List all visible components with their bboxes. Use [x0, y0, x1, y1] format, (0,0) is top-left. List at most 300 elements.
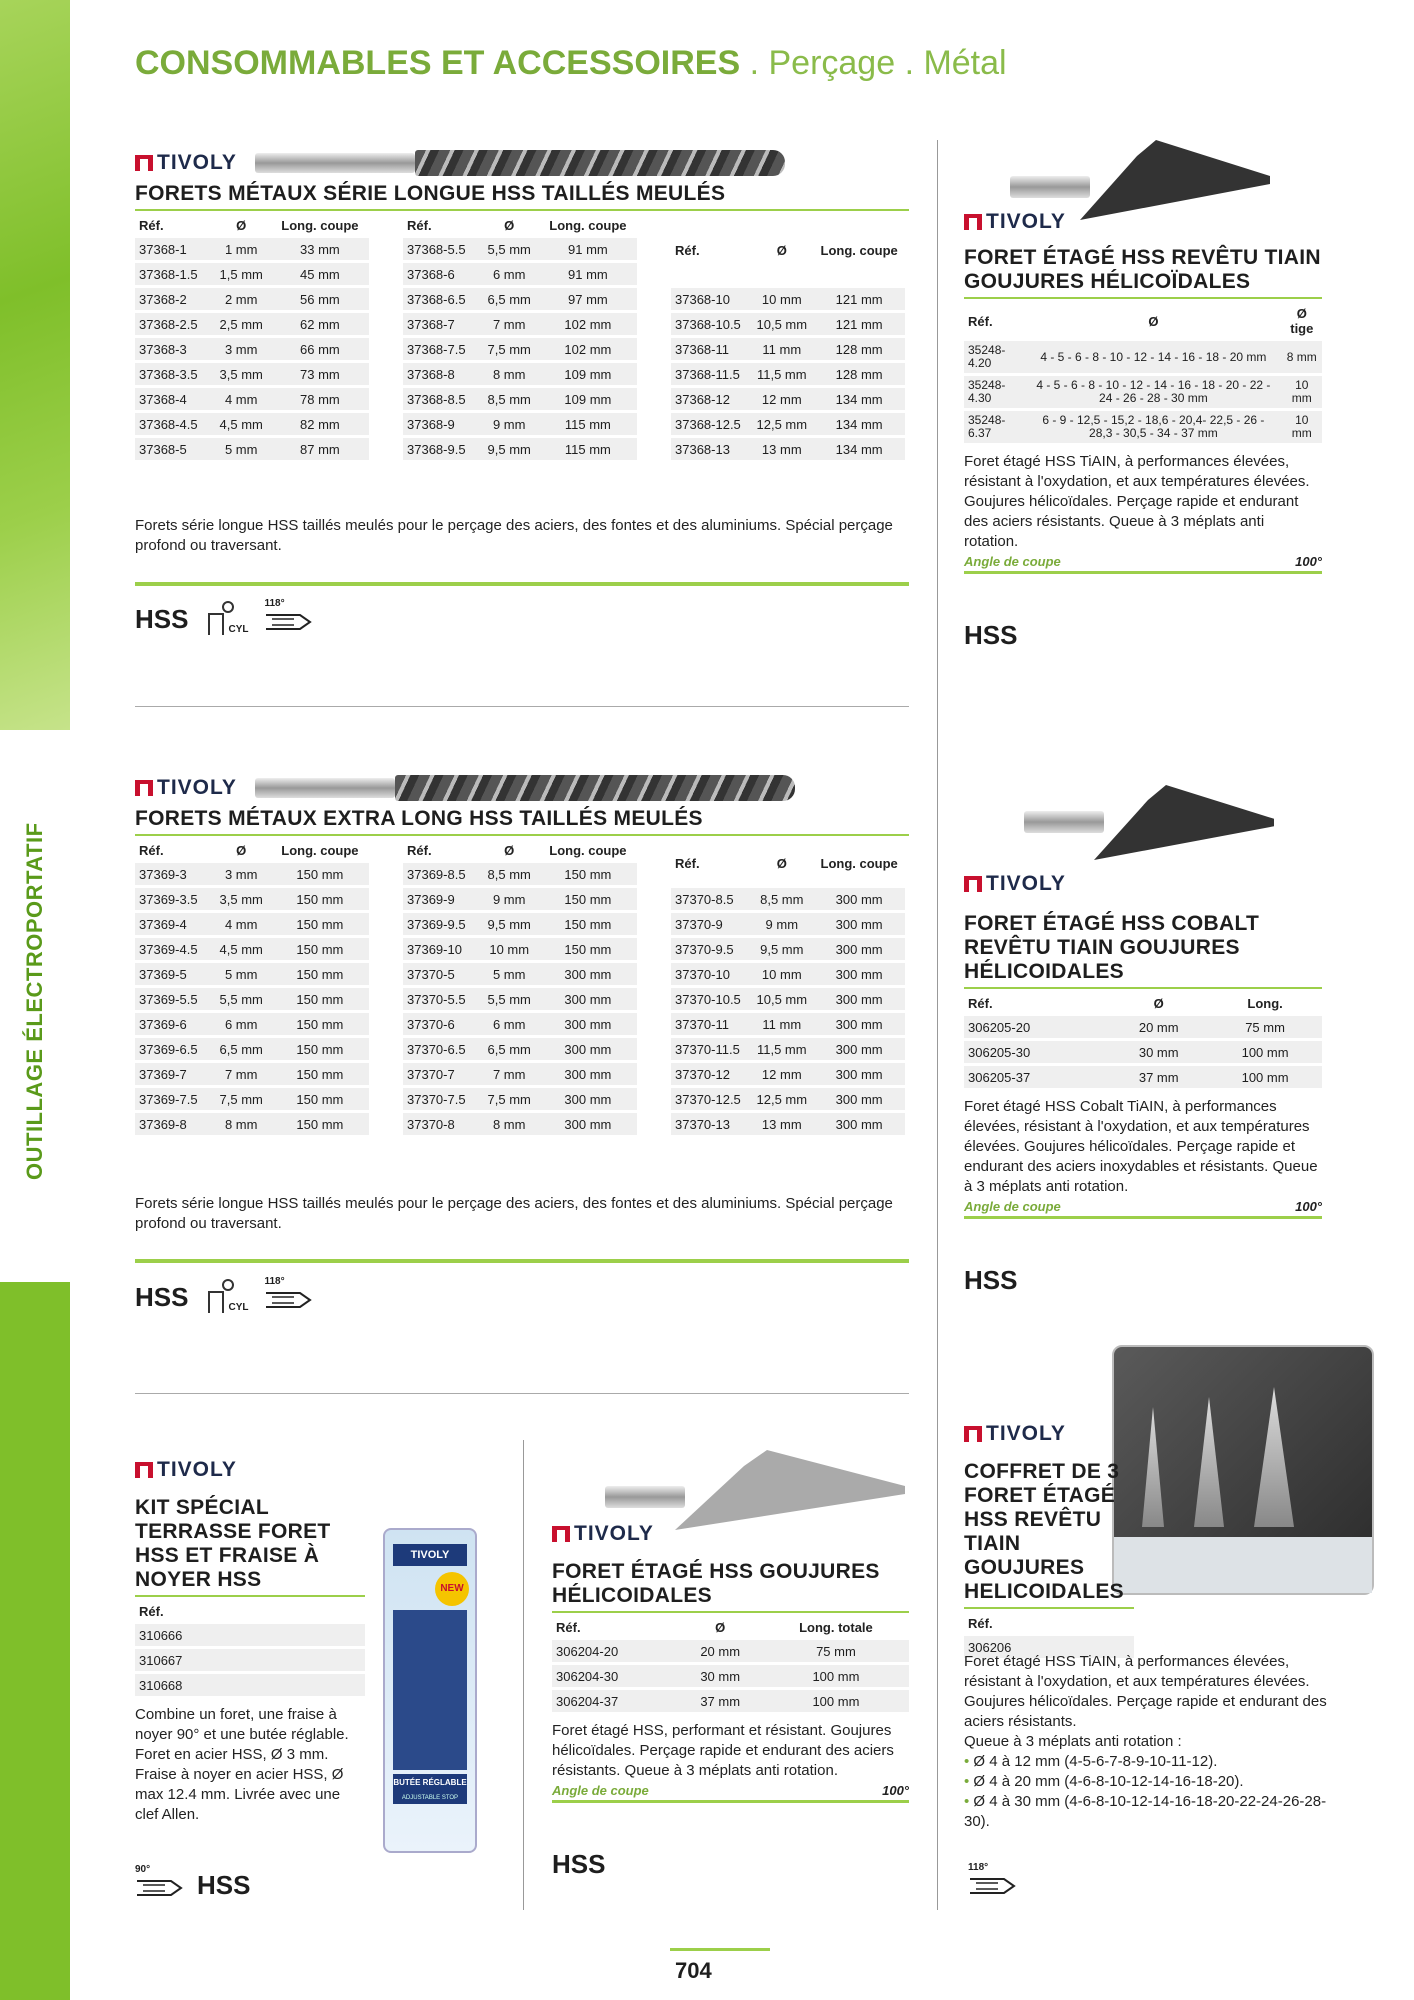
- spec-table-1: [135, 213, 369, 463]
- table-cell: 4 - 5 - 6 - 8 - 10 - 12 - 14 - 16 - 18 - 20 - 22 - 24 - 26 - 28 - 30 mm: [1025, 376, 1281, 408]
- column-header: Réf.: [556, 1620, 581, 1635]
- table-cell: 30 mm: [678, 1665, 763, 1687]
- section-divider: [135, 706, 909, 707]
- table-row: [403, 263, 637, 285]
- table-cell: 310667: [135, 1649, 365, 1671]
- material-icons: [135, 1276, 312, 1313]
- spec-table: [964, 991, 1322, 1091]
- table-cell: 37370-12: [671, 1063, 750, 1085]
- table-cell: 100 mm: [763, 1690, 909, 1712]
- table-cell: 37368-10.5: [671, 313, 750, 335]
- page-header: [135, 44, 1007, 83]
- table-cell: 6 - 9 - 12,5 - 15,2 - 18,6 - 20,4- 22,5 - 26 - 28,3 - 30,5 - 34 - 37 mm: [1025, 411, 1281, 443]
- spec-table-3: [671, 838, 905, 1138]
- table-row: [135, 1624, 365, 1646]
- column-divider: [937, 140, 938, 1910]
- table-cell: 73 mm: [271, 363, 369, 385]
- table-cell: 150 mm: [271, 938, 369, 960]
- table-cell: 300 mm: [539, 1063, 637, 1085]
- table-cell: 37369-6: [135, 1013, 212, 1035]
- table-cell: 134 mm: [813, 413, 905, 435]
- spec-table-1: [135, 838, 369, 1138]
- table-cell: 150 mm: [539, 913, 637, 935]
- table-cell: 37370-9: [671, 913, 750, 935]
- table-cell: 11,5 mm: [750, 363, 813, 385]
- product-title: FORET ÉTAGÉ HSS COBALT REVÊTU TIAIN GOUJURES HÉLICOIDALES: [964, 912, 1322, 989]
- table-row: [671, 1113, 905, 1135]
- table-cell: 3,5 mm: [212, 363, 271, 385]
- table-row: [403, 888, 637, 910]
- table-cell: 109 mm: [539, 388, 637, 410]
- table-cell: 37370-11.5: [671, 1038, 750, 1060]
- table-cell: 2 mm: [212, 288, 271, 310]
- table-row: [403, 388, 637, 410]
- brand-logo: TIVOLY: [135, 776, 237, 800]
- page-number: 704: [675, 1958, 712, 1983]
- table-row: [671, 438, 905, 460]
- column-header: Long. coupe: [281, 843, 359, 858]
- table-cell: 7 mm: [212, 1063, 271, 1085]
- table-cell: 6 mm: [480, 1013, 539, 1035]
- spec-table: [135, 1599, 365, 1699]
- table-cell: 6,5 mm: [212, 1038, 271, 1060]
- table-cell: 5,5 mm: [480, 238, 539, 260]
- spec-tables: [135, 213, 909, 463]
- table-cell: 115 mm: [539, 413, 637, 435]
- table-cell: 13 mm: [750, 1113, 813, 1135]
- column-header: Réf.: [139, 843, 164, 858]
- table-cell: 13 mm: [750, 438, 813, 460]
- table-row: [135, 1649, 365, 1671]
- brand-logo: TIVOLY: [964, 872, 1322, 896]
- column-header: Ø: [236, 218, 247, 233]
- header-main: CONSOMMABLES ET ACCESSOIRES: [135, 44, 741, 82]
- table-cell: 66 mm: [271, 338, 369, 360]
- table-cell: 37368-8.5: [403, 388, 480, 410]
- table-cell: 37369-8.5: [403, 863, 480, 885]
- table-cell: 35248-4.30: [964, 376, 1025, 408]
- table-cell: 35248-6.37: [964, 411, 1025, 443]
- table-cell: 2,5 mm: [212, 313, 271, 335]
- table-cell: 37370-8.5: [671, 888, 750, 910]
- hss-label: HSS: [552, 1849, 606, 1879]
- column-header: Long.: [1247, 996, 1283, 1011]
- coffret-details: [964, 1652, 1334, 1832]
- table-cell: 128 mm: [813, 363, 905, 385]
- table-cell: 300 mm: [813, 1088, 905, 1110]
- table-row: [552, 1665, 909, 1687]
- spec-table-3: [671, 213, 905, 463]
- table-cell: 12,5 mm: [750, 1088, 813, 1110]
- table-cell: 150 mm: [271, 863, 369, 885]
- brand-logo: TIVOLY: [135, 151, 237, 175]
- table-cell: 37370-5: [403, 963, 480, 985]
- step-drill-image: [1010, 140, 1270, 220]
- table-cell: 37368-12: [671, 388, 750, 410]
- list-item: • Ø 4 à 12 mm (4-5-6-7-8-9-10-11-12).: [964, 1752, 1334, 1772]
- table-row: [135, 1013, 369, 1035]
- table-cell: 4 mm: [212, 913, 271, 935]
- hss-label: HSS: [135, 1282, 189, 1312]
- table-cell: 310668: [135, 1674, 365, 1696]
- table-cell: 128 mm: [813, 338, 905, 360]
- table-row: [671, 888, 905, 910]
- table-row: [964, 341, 1322, 373]
- table-cell: 91 mm: [539, 238, 637, 260]
- table-cell: 10 mm: [750, 288, 813, 310]
- table-cell: 78 mm: [271, 388, 369, 410]
- table-cell: 9,5 mm: [480, 438, 539, 460]
- table-cell: 7,5 mm: [480, 338, 539, 360]
- table-cell: 150 mm: [271, 1013, 369, 1035]
- table-cell: 20 mm: [1109, 1016, 1208, 1038]
- table-cell: 102 mm: [539, 338, 637, 360]
- brand-mark-icon: [964, 876, 982, 892]
- column-header: Ø tige: [1290, 306, 1314, 336]
- table-cell: 37368-3: [135, 338, 212, 360]
- table-row: [135, 1113, 369, 1135]
- column-header: Ø: [776, 243, 787, 258]
- product-description: Foret étagé HSS TiAIN, à performances élevées, résistant à l'oxydation, et aux températures élevées. Goujures hélicoïdales. Perçage rapide et endurant des aciers résistants.: [964, 1653, 1327, 1730]
- table-cell: 37369-4: [135, 913, 212, 935]
- table-cell: 37370-12.5: [671, 1088, 750, 1110]
- table-row: [671, 313, 905, 335]
- table-cell: 37368-5: [135, 438, 212, 460]
- table-cell: 37370-13: [671, 1113, 750, 1135]
- table-cell: 37369-6.5: [135, 1038, 212, 1060]
- table-cell: 9,5 mm: [480, 913, 539, 935]
- table-cell: 6 mm: [212, 1013, 271, 1035]
- table-cell: 37368-1.5: [135, 263, 212, 285]
- table-cell: 37369-5: [135, 963, 212, 985]
- table-cell: 8 mm: [1282, 341, 1322, 373]
- table-cell: 300 mm: [813, 913, 905, 935]
- pack-sublabel: ADJUSTABLE STOP: [393, 1792, 467, 1804]
- column-header: Réf.: [139, 218, 164, 233]
- table-cell: 37370-10.5: [671, 988, 750, 1010]
- table-cell: 37369-8: [135, 1113, 212, 1135]
- table-cell: 109 mm: [539, 363, 637, 385]
- column-header: Réf.: [675, 855, 700, 871]
- brand-mark-icon: [552, 1526, 570, 1542]
- table-cell: 37368-1: [135, 238, 212, 260]
- table-row: [671, 338, 905, 360]
- table-row: [671, 388, 905, 410]
- table-cell: 9 mm: [480, 413, 539, 435]
- table-cell: 7 mm: [480, 1063, 539, 1085]
- product-description: Forets série longue HSS taillés meulés pour le perçage des aciers, des fontes et des aluminiums. Spécial perçage profond ou traversant.: [135, 1195, 893, 1232]
- product-description: Foret étagé HSS, performant et résistant. Goujures hélicoïdales. Perçage rapide et endurant des aciers résistants. Queue à 3 méplats anti rotation.: [552, 1722, 894, 1779]
- table-cell: 37370-10: [671, 963, 750, 985]
- table-cell: 5 mm: [480, 963, 539, 985]
- table-row: [403, 413, 637, 435]
- table-row: [135, 1063, 369, 1085]
- column-header: Ø: [236, 843, 247, 858]
- table-cell: 11 mm: [750, 338, 813, 360]
- angle-118-icon: 118°: [264, 598, 312, 635]
- table-row: [403, 863, 637, 885]
- angle-label: Angle de coupe: [964, 1199, 1061, 1214]
- column-header: Réf.: [407, 843, 432, 858]
- table-cell: 37368-12.5: [671, 413, 750, 435]
- column-header: Réf.: [407, 218, 432, 233]
- product-extra-long-drills: [135, 775, 909, 1138]
- table-cell: 134 mm: [813, 388, 905, 410]
- table-row: [135, 338, 369, 360]
- product-step-drill-cobalt: [964, 872, 1322, 1296]
- brand-mark-icon: [135, 780, 153, 796]
- table-row: [403, 338, 637, 360]
- angle-label: Angle de coupe: [964, 554, 1061, 569]
- cylindrical-shank-icon: CYL: [208, 1279, 248, 1313]
- table-cell: 8,5 mm: [480, 388, 539, 410]
- brand-mark-icon: [964, 1426, 982, 1442]
- table-cell: 300 mm: [539, 1013, 637, 1035]
- hss-label: HSS: [964, 1265, 1018, 1295]
- table-cell: 300 mm: [813, 1013, 905, 1035]
- brand-mark-icon: [964, 214, 982, 230]
- table-cell: 37368-7.5: [403, 338, 480, 360]
- angle-label: Angle de coupe: [552, 1783, 649, 1798]
- angle-90-icon: 90°: [135, 1864, 183, 1901]
- table-cell: 37370-6.5: [403, 1038, 480, 1060]
- table-row: [964, 376, 1322, 408]
- cutting-angle: [552, 1783, 909, 1803]
- table-cell: 150 mm: [539, 863, 637, 885]
- table-cell: 150 mm: [271, 1113, 369, 1135]
- table-row: [403, 1038, 637, 1060]
- column-header: Ø: [504, 843, 515, 858]
- table-cell: 45 mm: [271, 263, 369, 285]
- table-cell: 37368-6: [403, 263, 480, 285]
- spec-table-2: [403, 838, 637, 1138]
- product-description: Foret étagé HSS TiAIN, à performances élevées, résistant à l'oxydation, et aux températures élevées. Goujures hélicoïdales. Perçage rapide et endurant des aciers résistants. Queue à 3 méplats anti rotation.: [964, 453, 1310, 550]
- table-cell: 300 mm: [539, 963, 637, 985]
- table-cell: 150 mm: [271, 988, 369, 1010]
- table-cell: 35248-4.20: [964, 341, 1025, 373]
- column-header: Ø: [504, 218, 515, 233]
- table-cell: 300 mm: [813, 1063, 905, 1085]
- table-row: [135, 1674, 365, 1696]
- table-cell: 310666: [135, 1624, 365, 1646]
- table-row: [135, 1088, 369, 1110]
- table-row: [135, 938, 369, 960]
- table-cell: 37368-13: [671, 438, 750, 460]
- coffret-case-image: [1112, 1345, 1374, 1595]
- table-cell: 37368-9: [403, 413, 480, 435]
- table-cell: 6 mm: [480, 263, 539, 285]
- list-item: • Ø 4 à 20 mm (4-6-8-10-12-14-16-18-20).: [964, 1772, 1334, 1792]
- divider: [135, 582, 909, 586]
- table-cell: 5,5 mm: [212, 988, 271, 1010]
- brand-logo: TIVOLY: [964, 210, 1322, 234]
- table-cell: 37370-9.5: [671, 938, 750, 960]
- table-cell: 300 mm: [539, 988, 637, 1010]
- table-cell: 20 mm: [678, 1640, 763, 1662]
- section-divider: [135, 1393, 909, 1394]
- sidebar-decoration-bottom: [0, 1282, 70, 2000]
- table-cell: 37369-7: [135, 1063, 212, 1085]
- table-row: [403, 913, 637, 935]
- table-row: [403, 363, 637, 385]
- brand-mark-icon: [135, 155, 153, 171]
- table-cell: 12 mm: [750, 388, 813, 410]
- hss-label: HSS: [197, 1870, 251, 1900]
- pack-new-badge: NEW: [435, 1572, 469, 1606]
- table-cell: 300 mm: [813, 1113, 905, 1135]
- table-cell: 9,5 mm: [750, 938, 813, 960]
- column-header: Ø: [715, 1620, 726, 1635]
- table-cell: 10 mm: [750, 963, 813, 985]
- column-header: Long. totale: [799, 1620, 873, 1635]
- table-row: [671, 1063, 905, 1085]
- table-cell: 1 mm: [212, 238, 271, 260]
- table-row: [135, 888, 369, 910]
- column-header: Réf.: [968, 313, 993, 329]
- table-cell: 12,5 mm: [750, 413, 813, 435]
- table-row: [403, 1013, 637, 1035]
- table-row: [671, 963, 905, 985]
- spec-tables: [135, 838, 909, 1138]
- table-cell: 10 mm: [1282, 376, 1322, 408]
- column-header: Réf.: [968, 996, 993, 1011]
- table-cell: 37 mm: [678, 1690, 763, 1712]
- table-row: [552, 1640, 909, 1662]
- table-row: [403, 1113, 637, 1135]
- table-cell: 6,5 mm: [480, 288, 539, 310]
- table-cell: 8 mm: [212, 1113, 271, 1135]
- table-row: [964, 411, 1322, 443]
- table-row: [135, 1038, 369, 1060]
- table-cell: 75 mm: [763, 1640, 909, 1662]
- table-cell: 3 mm: [212, 338, 271, 360]
- table-cell: 10 mm: [1282, 411, 1322, 443]
- table-cell: 306206: [964, 1636, 1134, 1658]
- table-cell: 37368-6.5: [403, 288, 480, 310]
- table-cell: 306205-20: [964, 1016, 1109, 1038]
- table-cell: 134 mm: [813, 438, 905, 460]
- cutting-angle: [964, 554, 1322, 574]
- table-row: [403, 238, 637, 260]
- table-cell: 87 mm: [271, 438, 369, 460]
- product-step-drill-hss: [552, 1522, 909, 1880]
- angle-value: 100°: [1295, 1199, 1322, 1214]
- column-header: Long. coupe: [820, 855, 898, 871]
- table-row: [135, 413, 369, 435]
- table-cell: 150 mm: [271, 913, 369, 935]
- material-icons: [135, 598, 312, 635]
- table-cell: 10,5 mm: [750, 988, 813, 1010]
- table-row: [552, 1690, 909, 1712]
- header-sub: . Perçage . Métal: [740, 44, 1007, 82]
- table-cell: 3,5 mm: [212, 888, 271, 910]
- table-cell: 37369-3: [135, 863, 212, 885]
- step-drill-cobalt-image: [1024, 785, 1274, 865]
- table-row: [135, 863, 369, 885]
- table-row: [964, 1066, 1322, 1088]
- table-cell: 75 mm: [1208, 1016, 1322, 1038]
- column-header: Long. coupe: [281, 218, 359, 233]
- table-row: [135, 438, 369, 460]
- column-header: Ø: [1148, 313, 1159, 329]
- table-cell: 306204-30: [552, 1665, 678, 1687]
- material-icons: [135, 1864, 250, 1901]
- table-row: [135, 988, 369, 1010]
- table-cell: 300 mm: [813, 988, 905, 1010]
- spec-table: [552, 1615, 909, 1715]
- table-cell: 37370-7.5: [403, 1088, 480, 1110]
- table-row: [964, 1041, 1322, 1063]
- table-row: [671, 413, 905, 435]
- table-cell: 115 mm: [539, 438, 637, 460]
- table-row: [135, 963, 369, 985]
- angle-118-icon: 118°: [968, 1862, 1016, 1899]
- table-row: [671, 988, 905, 1010]
- divider: [135, 1259, 909, 1263]
- table-cell: 5,5 mm: [480, 988, 539, 1010]
- table-row: [403, 1063, 637, 1085]
- product-description: Forets série longue HSS taillés meulés pour le perçage des aciers, des fontes et des aluminiums. Spécial perçage profond ou traversant.: [135, 517, 893, 554]
- table-row: [671, 913, 905, 935]
- table-cell: 150 mm: [271, 963, 369, 985]
- product-title: COFFRET DE 3 FORET ÉTAGÉ HSS REVÊTU TIAIN GOUJURES HELICOIDALES: [964, 1460, 1134, 1609]
- table-cell: 97 mm: [539, 288, 637, 310]
- table-cell: 37368-7: [403, 313, 480, 335]
- table-cell: 91 mm: [539, 263, 637, 285]
- pack-brand: TIVOLY: [393, 1544, 467, 1566]
- list-item: • Ø 4 à 30 mm (4-6-8-10-12-14-16-18-20-22-24-26-28-30).: [964, 1792, 1334, 1832]
- product-coffret: [964, 1422, 1134, 1661]
- column-header: Ø: [1153, 996, 1164, 1011]
- table-cell: 12 mm: [750, 1063, 813, 1085]
- table-cell: 82 mm: [271, 413, 369, 435]
- drill-image: [255, 775, 795, 801]
- spec-table-2: [403, 213, 637, 463]
- column-header: Réf.: [139, 1604, 164, 1619]
- table-cell: 37369-4.5: [135, 938, 212, 960]
- table-cell: 11 mm: [750, 1013, 813, 1035]
- product-description: Foret étagé HSS Cobalt TiAIN, à performances élevées, résistant à l'oxydation, et aux températures élevées. Goujures hélicoïdales. Perçage rapide et endurant des aciers inoxydables et résistants. Queue à 3 méplats anti rotation.: [964, 1098, 1318, 1195]
- table-row: [671, 1013, 905, 1035]
- table-cell: 11,5 mm: [750, 1038, 813, 1060]
- brand-logo: TIVOLY: [135, 1458, 365, 1482]
- table-cell: 37368-2.5: [135, 313, 212, 335]
- product-title: FORET ÉTAGÉ HSS GOUJURES HÉLICOIDALES: [552, 1560, 909, 1613]
- spec-table: [964, 301, 1322, 446]
- table-cell: 37368-10: [671, 288, 750, 310]
- table-cell: 100 mm: [763, 1665, 909, 1687]
- table-cell: 8,5 mm: [750, 888, 813, 910]
- product-title: KIT SPÉCIAL TERRASSE FORET HSS ET FRAISE À NOYER HSS: [135, 1496, 365, 1597]
- table-cell: 9 mm: [750, 913, 813, 935]
- table-row: [403, 963, 637, 985]
- table-cell: 7 mm: [480, 313, 539, 335]
- table-row: [135, 388, 369, 410]
- table-row: [135, 263, 369, 285]
- table-cell: 5 mm: [212, 963, 271, 985]
- table-cell: 4 mm: [212, 388, 271, 410]
- table-cell: 33 mm: [271, 238, 369, 260]
- table-cell: 150 mm: [271, 1038, 369, 1060]
- table-cell: 30 mm: [1109, 1041, 1208, 1063]
- table-row: [671, 363, 905, 385]
- angle-118-icon: 118°: [264, 1276, 312, 1313]
- table-cell: 100 mm: [1208, 1041, 1322, 1063]
- table-row: [403, 938, 637, 960]
- table-cell: 306204-20: [552, 1640, 678, 1662]
- column-header: Long. coupe: [820, 243, 898, 258]
- brand-logo: TIVOLY: [552, 1522, 909, 1546]
